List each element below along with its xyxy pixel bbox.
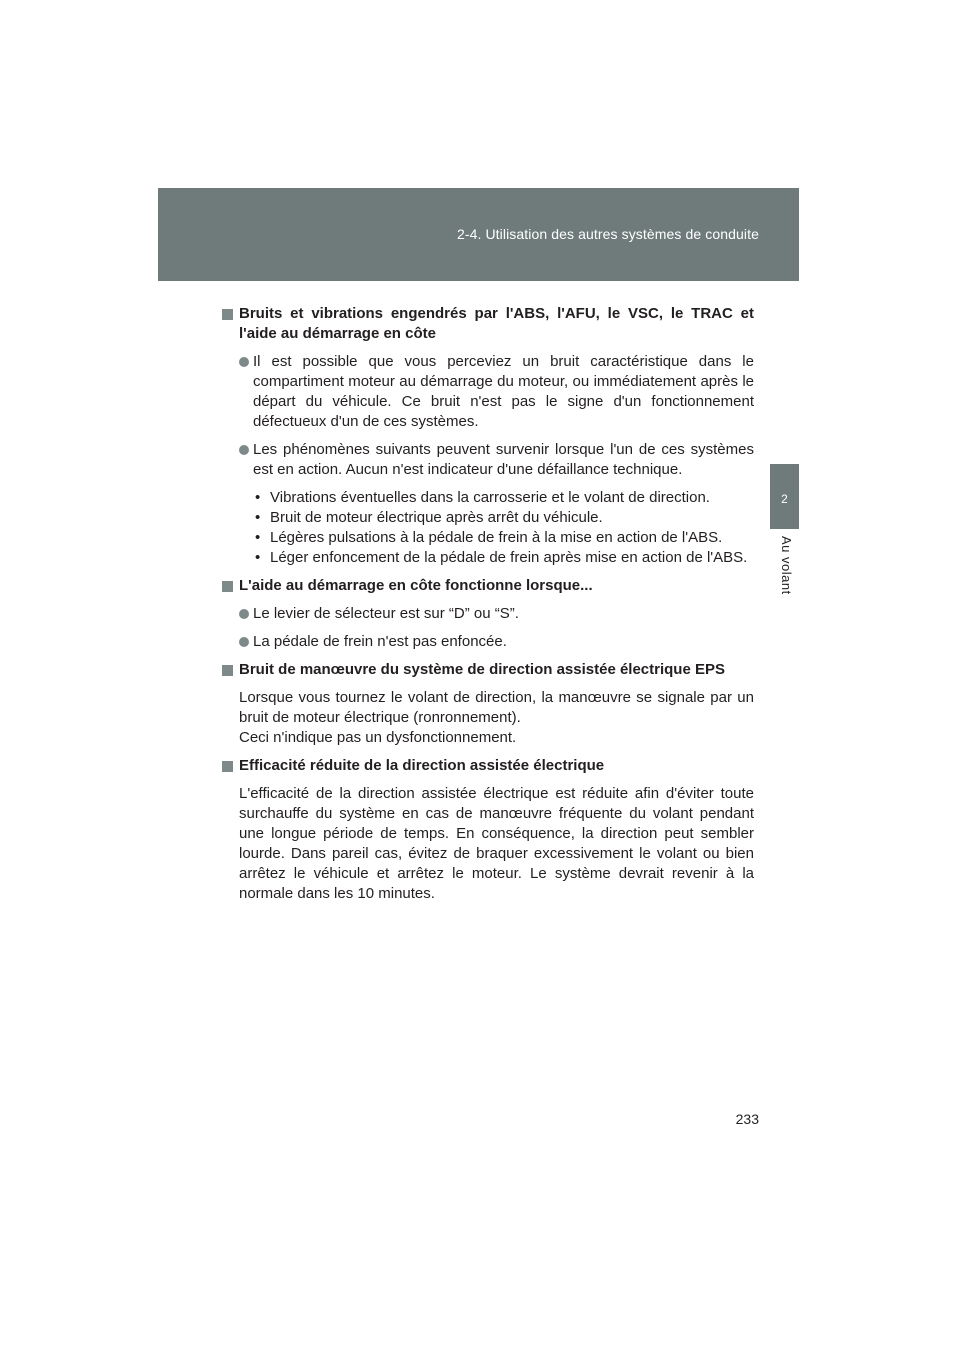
list-item [222, 440, 754, 480]
circle-bullet-icon [239, 637, 249, 647]
bullet-dot-icon: • [255, 529, 261, 546]
square-bullet-icon [222, 761, 233, 772]
page-content [222, 304, 754, 912]
sub-list-item [253, 548, 754, 568]
item-text: Le levier de sélecteur est sur “D” ou “S”. [253, 605, 519, 622]
chapter-side-tab [770, 464, 799, 529]
square-bullet-icon [222, 581, 233, 592]
paragraph-line: Ceci n'indique pas un dysfonctionnement. [239, 729, 517, 746]
item-text: La pédale de frein n'est pas enfoncée. [253, 633, 507, 650]
section-heading [222, 660, 754, 680]
heading-text: Efficacité réduite de la direction assistée électrique [239, 757, 605, 774]
sub-list-item [253, 508, 754, 528]
circle-bullet-icon [239, 609, 249, 619]
sub-list-item [253, 488, 754, 508]
page-number: 233 [735, 1111, 759, 1127]
paragraph-line: Lorsque vous tournez le volant de direction, la manœuvre se signale par un bruit de moteur électrique (ronronnement). [239, 689, 754, 726]
bullet-dot-icon: • [255, 489, 261, 506]
chapter-side-label: Au volant [779, 536, 794, 595]
bullet-dot-icon: • [255, 549, 261, 566]
section-heading [222, 756, 754, 776]
item-text: Il est possible que vous perceviez un bruit caractéristique dans le compartiment moteur au démarrage du moteur, ou immédiatement après le départ du véhicule. Ce bruit n'est pas le signe d'un fonctionnement défectueux d'un de ces systèmes. [253, 353, 754, 430]
heading-text: Bruits et vibrations engendrés par l'ABS, l'AFU, le VSC, le TRAC et l'aide au démarrage en côte [239, 305, 754, 342]
section-heading [222, 304, 754, 344]
list-item [222, 352, 754, 432]
sub-item-text: Légères pulsations à la pédale de frein à la mise en action de l'ABS. [270, 529, 723, 546]
circle-bullet-icon [239, 357, 249, 367]
heading-text: L'aide au démarrage en côte fonctionne lorsque... [239, 577, 593, 594]
section-heading [222, 576, 754, 596]
sub-item-text: Vibrations éventuelles dans la carrosserie et le volant de direction. [270, 489, 710, 506]
circle-bullet-icon [239, 445, 249, 455]
sub-list-item [253, 528, 754, 548]
heading-text: Bruit de manœuvre du système de direction assistée électrique EPS [239, 661, 725, 678]
paragraph [222, 688, 754, 748]
chapter-header-band [158, 188, 799, 281]
chapter-number: 2 [781, 492, 788, 506]
sub-bullet-list [222, 488, 754, 568]
paragraph: L'efficacité de la direction assistée électrique est réduite afin d'éviter toute surchauffe du système en cas de manœuvre fréquente du volant pendant une longue période de temps. En conséquence, la direction peut sembler lourde. Dans pareil cas, évitez de braquer excessivement le volant ou bien arrêtez le véhicule et arrêtez le moteur. Le système devrait revenir à la normale dans les 10 minutes. [239, 785, 754, 902]
sub-item-text: Bruit de moteur électrique après arrêt du véhicule. [270, 509, 603, 526]
sub-item-text: Léger enfoncement de la pédale de frein après mise en action de l'ABS. [270, 549, 748, 566]
square-bullet-icon [222, 665, 233, 676]
chapter-title: 2-4. Utilisation des autres systèmes de conduite [456, 226, 759, 242]
item-text: Les phénomènes suivants peuvent survenir lorsque l'un de ces systèmes est en action. Aucun n'est indicateur d'une défaillance technique. [253, 441, 754, 478]
list-item [222, 604, 754, 624]
list-item [222, 632, 754, 652]
square-bullet-icon [222, 309, 233, 320]
bullet-dot-icon: • [255, 509, 261, 526]
